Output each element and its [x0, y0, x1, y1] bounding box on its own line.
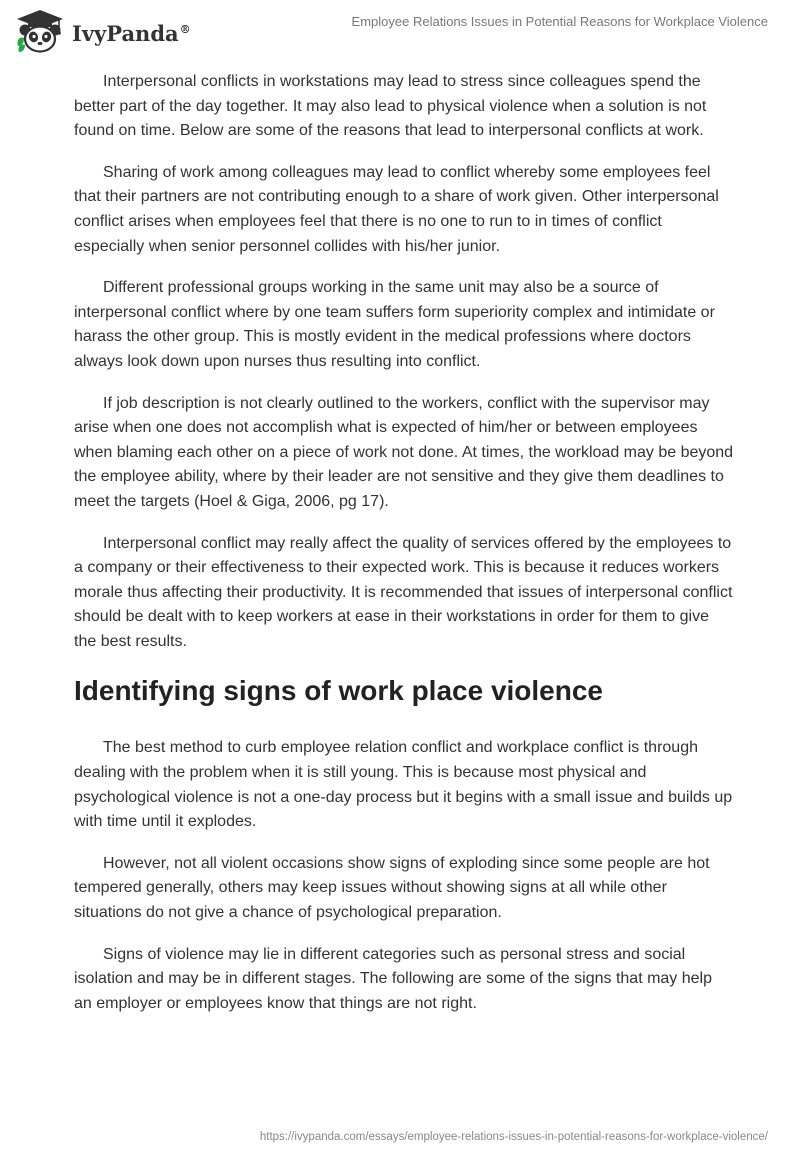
paragraph: Interpersonal conflicts in workstations may lead to stress since colleagues spend the better part of the day together. It may also lead to physical violence when a solution is not found on time. Below are some of the reasons that lead to interpersonal conflicts at work.: [74, 73, 707, 140]
ivypanda-logo[interactable]: [14, 8, 191, 54]
paragraph: Different professional groups working in the same unit may also be a source of interpersonal conflict where by one team suffers form superiority complex and intimidate or harass the other group. This is mostly evident in the medical professions where doctors always look down upon nurses thus resulting into conflict.: [74, 279, 715, 370]
section-heading: Identifying signs of work place violence: [74, 675, 604, 707]
page-header: [0, 0, 800, 60]
paragraph: Sharing of work among colleagues may lead to conflict whereby some employees feel that their partners are not contributing enough to a share of work given. Other interpersonal conflict arises when employees feel that there is no one to run to in times of conflict especially when senior personnel collides with his/her junior.: [74, 163, 719, 255]
essay-body: [74, 70, 734, 1033]
paragraph: Signs of violence may lie in different categories such as personal stress and social isolation and may be in different stages. The following are some of the signs that may help an employer or employees know that things are not right.: [74, 945, 712, 1012]
paragraph: If job description is not clearly outlined to the workers, conflict with the supervisor may arise when one does not accomplish what is expected of him/her or between employees when blaming each other on a piece of work not done. At times, the workload may be beyond the employee ability, where by their leader are not sensitive and they give them deadlines to meet the targets (Hoel & Giga, 2006, pg 17).: [74, 394, 734, 510]
document-title: Employee Relations Issues in Potential Reasons for Workplace Violence: [351, 14, 768, 29]
paragraph: Interpersonal conflict may really affect the quality of services offered by the employees to a company or their effectiveness to their expected work. This is because it reduces workers morale thus affecting their productivity. It is recommended that issues of interpersonal conflict should be dealt with to keep workers at ease in their workstations in order for them to give the best results.: [74, 534, 733, 650]
paragraph: However, not all violent occasions show signs of exploding since some people are hot tempered generally, others may keep issues without showing signs at all while other situations do not give a chance of psychological preparation.: [74, 854, 710, 922]
paragraph: The best method to curb employee relation conflict and workplace conflict is through dealing with the problem when it is still young. This is because most physical and psychological violence is not a one-day process but it begins with a small issue and builds up with time until it explodes.: [74, 739, 733, 831]
brand-name: IvyPanda®: [72, 20, 191, 46]
panda-graduate-icon: [14, 8, 66, 54]
source-url[interactable]: https://ivypanda.com/essays/employee-relations-issues-in-potential-reasons-for-workplace-violence/: [259, 1131, 768, 1143]
registered-mark: ®: [179, 22, 191, 36]
